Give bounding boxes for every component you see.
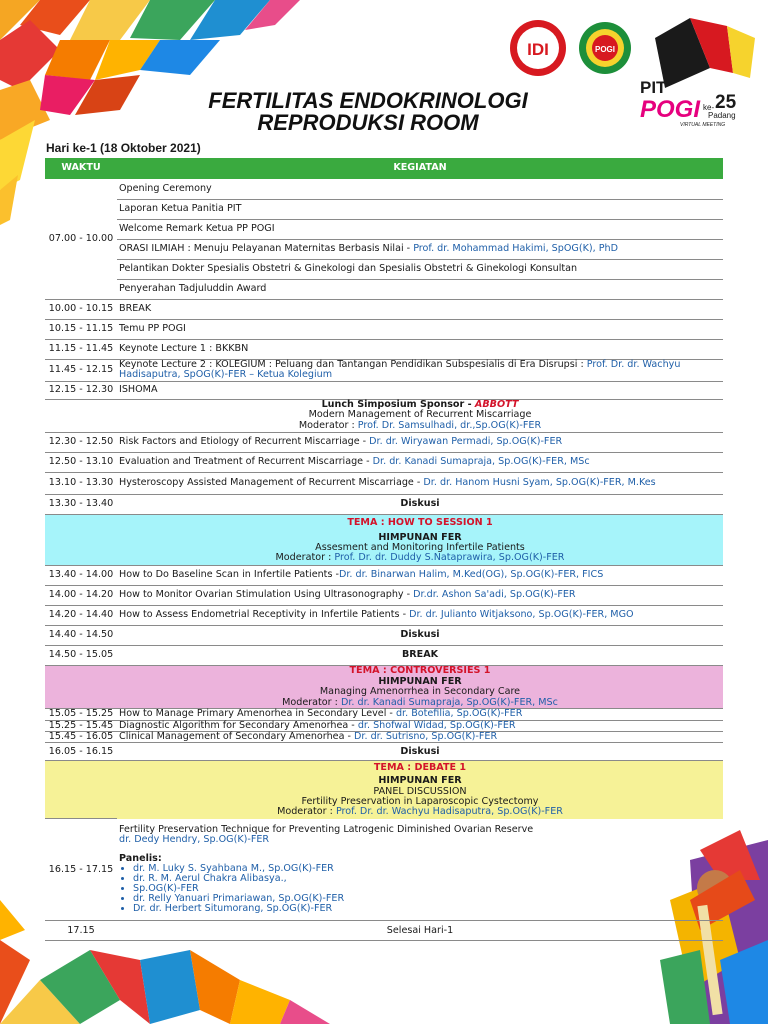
time-cell: 16.05 - 16.15 (45, 743, 117, 761)
time-cell: 10.15 - 11.15 (45, 319, 117, 339)
city-text: Padang (708, 111, 736, 120)
activity-welcome: Welcome Remark Ketua PP POGI (117, 219, 723, 239)
speaker: Dr. dr. Julianto Witjaksono, Sp.OG(K)-FER, MGO (409, 608, 634, 620)
time-cell: 13.30 - 13.40 (45, 494, 117, 514)
time-cell: 15.45 - 16.05 (45, 732, 117, 743)
time-cell: 12.15 - 12.30 (45, 381, 117, 399)
time-cell: 15.25 - 15.45 (45, 720, 117, 731)
controversy-2: Diagnostic Algorithm for Secondary Amenorhea - dr. Shofwal Widad, Sp.OG(K)-FER (117, 720, 723, 731)
speaker: Dr. dr. Sutrisno, Sp.OG(K)-FER (354, 731, 498, 743)
activity-award: Penyerahan Tadjuluddin Award (117, 279, 723, 299)
time-cell: 14.20 - 14.40 (45, 605, 117, 625)
time-cell (45, 399, 117, 432)
edition-number: 25 (715, 92, 737, 113)
activity-ishoma: ISHOMA (117, 381, 723, 399)
col-time-header: WAKTU (45, 158, 117, 179)
pogi-logo-text: POGI (594, 45, 616, 54)
session-header: HIMPUNAN FER PANEL DISCUSSION Fertility Preservation in Laparoscopic Cystectomy Moderator : Prof. Dr. dr. Wachyu Hadisaputra, Sp.OG(K)-FER (117, 775, 723, 819)
col-activity-header: KEGIATAN (117, 158, 723, 179)
moderator: Prof. Dr. Samsulhadi, dr.,Sp.OG(K)-FER (357, 419, 542, 431)
idi-logo-text: IDI (527, 40, 549, 59)
time-cell: 12.30 - 12.50 (45, 432, 117, 452)
activity-temu: Temu PP POGI (117, 319, 723, 339)
time-cell: 14.00 - 14.20 (45, 585, 117, 605)
speaker: dr. Shofwal Widad, Sp.OG(K)-FER (357, 719, 516, 731)
speaker: Dr. dr. Hanom Husni Syam, Sp.OG(K)-FER, M.Kes (423, 476, 656, 488)
time-cell (45, 514, 117, 565)
virtual-meeting-text: VIRTUAL MEETING (680, 122, 726, 128)
list-item: • dr. R. M. Aerul Chakra Alibasya., (133, 874, 721, 884)
page-title-line2: REPRODUKSI ROOM (257, 110, 479, 135)
panelist-list (119, 864, 721, 914)
speaker: Dr.dr. Ashon Sa'adi, Sp.OG(K)-FER (413, 588, 576, 600)
session-theme: TEMA : DEBATE 1 (117, 761, 723, 775)
session-theme: TEMA : HOW TO SESSION 1 (117, 514, 723, 532)
lecture-3: Hysteroscopy Assisted Management of Recurrent Miscarriage - Dr. dr. Hanom Husni Syam, Sp.OG(K)-FER, M.Kes (117, 472, 723, 494)
controversy-3: Clinical Management of Secondary Amenorhea - Dr. dr. Sutrisno, Sp.OG(K)-FER (117, 732, 723, 743)
speaker: Prof. dr. Mohammad Hakimi, SpOG(K), PhD (413, 242, 618, 254)
activity-pelantikan: Pelantikan Dokter Spesialis Obstetri & Ginekologi dan Spesialis Obstetri & Ginekologi Konsultan (117, 259, 723, 279)
discussion: Diskusi (117, 625, 723, 645)
panel-discussion: Fertility Preservation Technique for Preventing Latrogenic Diminished Ovarian Reserve dr. Dedy Hendry, Sp.OG(K)-FER Panelis: • dr. M. Luky S. Syahbana M., Sp.OG(K)-FER • dr. R. M. Aerul Chakra Alibasya., • Sp.OG(K)-FER • dr. Relly Yanuari Primariawan, Sp.OG(K)-FER • Dr. dr. Herbert Situmorang, Sp.OG(K)-FER (117, 819, 723, 921)
speaker: dr. Botefilia, Sp.OG(K)-FER (395, 708, 523, 720)
pit-text: PIT (640, 78, 667, 97)
time-cell: 13.40 - 14.00 (45, 565, 117, 585)
session-header: HIMPUNAN FER Assesment and Monitoring Infertile Patients Moderator : Prof. Dr. dr. Duddy S.Nataprawira, Sp.OG(K)-FER (117, 532, 723, 565)
day-end: Selesai Hari-1 (117, 921, 723, 941)
activity-keynote1: Keynote Lecture 1 : BKKBN (117, 339, 723, 359)
time-cell: 15.05 - 15.25 (45, 709, 117, 720)
list-item: • Sp.OG(K)-FER (133, 884, 721, 894)
moderator: Dr. dr. Kanadi Sumapraja, Sp.OG(K)-FER, MSc (340, 696, 558, 708)
moderator: Prof. Dr. dr. Wachyu Hadisaputra, Sp.OG(K)-FER (335, 806, 563, 818)
activity-orasi: ORASI ILMIAH : Menuju Pelayanan Maternitas Berbasis Nilai - Prof. dr. Mohammad Hakimi, SpOG(K), PhD (117, 239, 723, 259)
pogi-logo (579, 22, 631, 74)
time-cell: 13.10 - 13.30 (45, 472, 117, 494)
activity-break: BREAK (117, 299, 723, 319)
sponsor-name: ABBOTT (474, 398, 519, 410)
lecture-2: Evaluation and Treatment of Recurrent Miscarriage - Dr. dr. Kanadi Sumapraja, Sp.OG(K)-FER, MSc (117, 452, 723, 472)
discussion: Diskusi (117, 743, 723, 761)
list-item: • Dr. dr. Herbert Situmorang, Sp.OG(K)-FER (133, 904, 721, 914)
schedule-table (45, 158, 723, 941)
list-item: • dr. M. Luky S. Syahbana M., Sp.OG(K)-FER (133, 864, 721, 874)
table-header (45, 158, 723, 179)
activity-keynote2: Keynote Lecture 2 : KOLEGIUM : Peluang dan Tantangan Pendidikan Subspesialis di Era Disrupsi : Prof. Dr. dr. Wachyu Hadisaputra, SpOG(K)-FER – Ketua Kolegium (117, 359, 723, 381)
howto-3: How to Assess Endometrial Receptivity in Infertile Patients - Dr. dr. Julianto Witjaksono, Sp.OG(K)-FER, MGO (117, 605, 723, 625)
time-cell: 17.15 (45, 921, 117, 941)
howto-1: How to Do Baseline Scan in Infertile Patients -Dr. dr. Binarwan Halim, M.Ked(OG), Sp.OG(K)-FER, FICS (117, 565, 723, 585)
time-cell: 07.00 - 10.00 (45, 179, 117, 299)
activity-laporan: Laporan Ketua Panitia PIT (117, 199, 723, 219)
time-cell: 10.00 - 10.15 (45, 299, 117, 319)
session-header: HIMPUNAN FER Managing Amenorrhea in Secondary Care Moderator : Dr. dr. Kanadi Sumapraja, Sp.OG(K)-FER, MSc (117, 677, 723, 709)
session-theme: TEMA : CONTROVERSIES 1 (117, 665, 723, 677)
time-cell: 16.15 - 17.15 (45, 819, 117, 921)
speaker: Prof. Dr. dr. Wachyu Hadisaputra, SpOG(K)-FER – Ketua Kolegium (119, 358, 681, 380)
time-cell: 11.15 - 11.45 (45, 339, 117, 359)
speaker: Dr. dr. Wiryawan Permadi, Sp.OG(K)-FER (369, 435, 563, 447)
controversy-1: How to Manage Primary Amenorhea in Secondary Level - dr. Botefilia, Sp.OG(K)-FER (117, 709, 723, 720)
lunch-symposium: Lunch Simposium Sponsor - ABBOTT Modern Management of Recurrent Miscarriage Moderator : Prof. Dr. Samsulhadi, dr.,Sp.OG(K)-FER (117, 399, 723, 432)
time-cell: 12.50 - 13.10 (45, 452, 117, 472)
speaker: Dr. dr. Kanadi Sumapraja, Sp.OG(K)-FER, MSc (372, 455, 590, 467)
page-title-line1: FERTILITAS ENDOKRINOLOGI (208, 88, 528, 113)
time-cell (45, 761, 117, 819)
speaker: dr. Dedy Hendry, Sp.OG(K)-FER (119, 834, 270, 846)
time-cell (45, 665, 117, 709)
edition-prefix: ke- (703, 103, 715, 112)
time-cell: 14.50 - 15.05 (45, 645, 117, 665)
speaker: Dr. dr. Binarwan Halim, M.Ked(OG), Sp.OG(K)-FER, FICS (338, 568, 604, 580)
moderator: Prof. Dr. dr. Duddy S.Nataprawira, Sp.OG(K)-FER (334, 552, 565, 564)
time-cell: 11.45 - 12.15 (45, 359, 117, 381)
list-item: • dr. Relly Yanuari Primariawan, Sp.OG(K)-FER (133, 894, 721, 904)
time-cell: 14.40 - 14.50 (45, 625, 117, 645)
lecture-1: Risk Factors and Etiology of Recurrent Miscarriage - Dr. dr. Wiryawan Permadi, Sp.OG(K)-FER (117, 432, 723, 452)
activity-opening: Opening Ceremony (117, 179, 723, 199)
howto-2: How to Monitor Ovarian Stimulation Using Ultrasonography - Dr.dr. Ashon Sa'adi, Sp.OG(K)-FER (117, 585, 723, 605)
break: BREAK (117, 645, 723, 665)
discussion: Diskusi (117, 494, 723, 514)
day-label: Hari ke-1 (18 Oktober 2021) (46, 141, 201, 155)
idi-logo (510, 20, 566, 76)
pogi-text: POGI (640, 96, 701, 123)
